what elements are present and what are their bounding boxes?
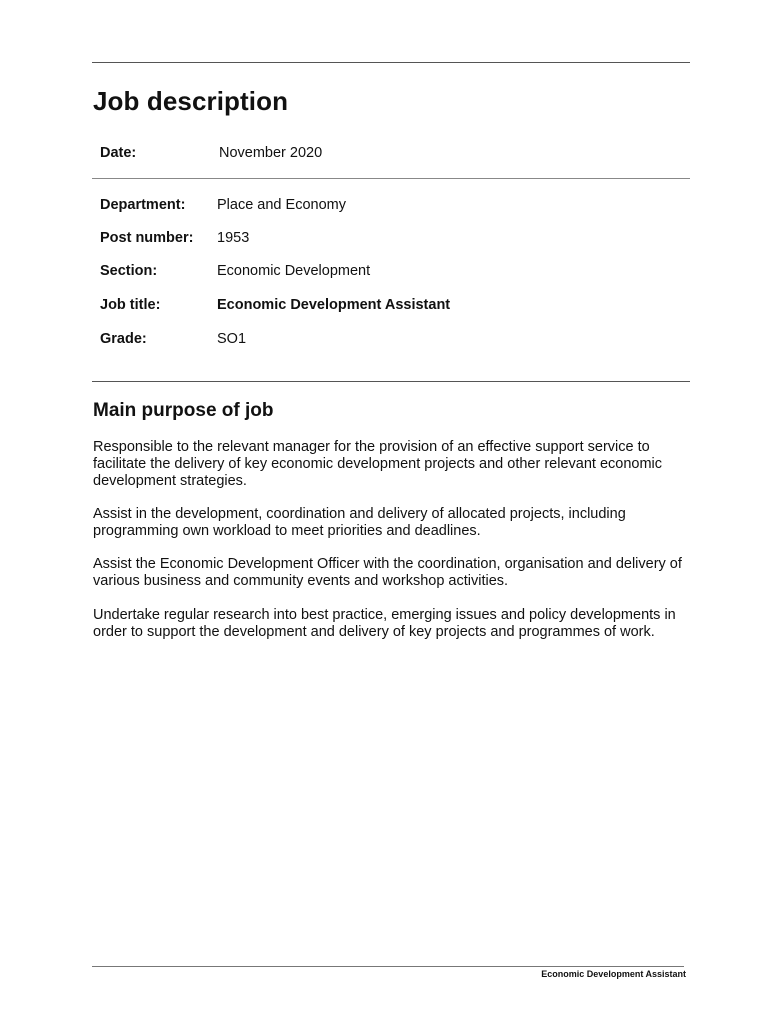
main-purpose-heading: Main purpose of job	[93, 400, 274, 421]
department-value: Place and Economy	[217, 197, 346, 213]
purpose-paragraph: Assist the Economic Development Officer with the coordination, organisation and delivery of various business and community events and workshop activities.	[93, 556, 682, 589]
grade-value: SO1	[217, 331, 247, 347]
purpose-paragraph: Responsible to the relevant manager for the provision of an effective support service to facilitate the delivery of key economic development projects and other relevant economic development strategies.	[93, 439, 663, 489]
top-divider	[92, 62, 690, 63]
date-label: Date:	[100, 145, 137, 161]
post-number-label: Post number:	[100, 230, 194, 246]
fields-divider	[92, 381, 690, 382]
purpose-paragraph: Undertake regular research into best practice, emerging issues and policy developments in order to support the development and delivery of key projects and programmes of work.	[93, 607, 676, 640]
section-label: Section:	[100, 263, 158, 279]
date-value: November 2020	[219, 145, 323, 161]
footer-job-title: Economic Development Assistant	[541, 969, 686, 979]
purpose-paragraph: Assist in the development, coordination and delivery of allocated projects, including programming own workload to meet priorities and deadlines.	[93, 506, 626, 539]
post-number-value: 1953	[217, 230, 250, 246]
date-divider	[92, 178, 690, 179]
grade-label: Grade:	[100, 331, 147, 347]
section-value: Economic Development	[217, 263, 371, 279]
footer-divider	[92, 966, 684, 967]
page-title: Job description	[93, 86, 289, 116]
job-title-label: Job title:	[100, 297, 161, 313]
job-title-value: Economic Development Assistant	[217, 297, 451, 313]
department-label: Department:	[100, 197, 186, 213]
